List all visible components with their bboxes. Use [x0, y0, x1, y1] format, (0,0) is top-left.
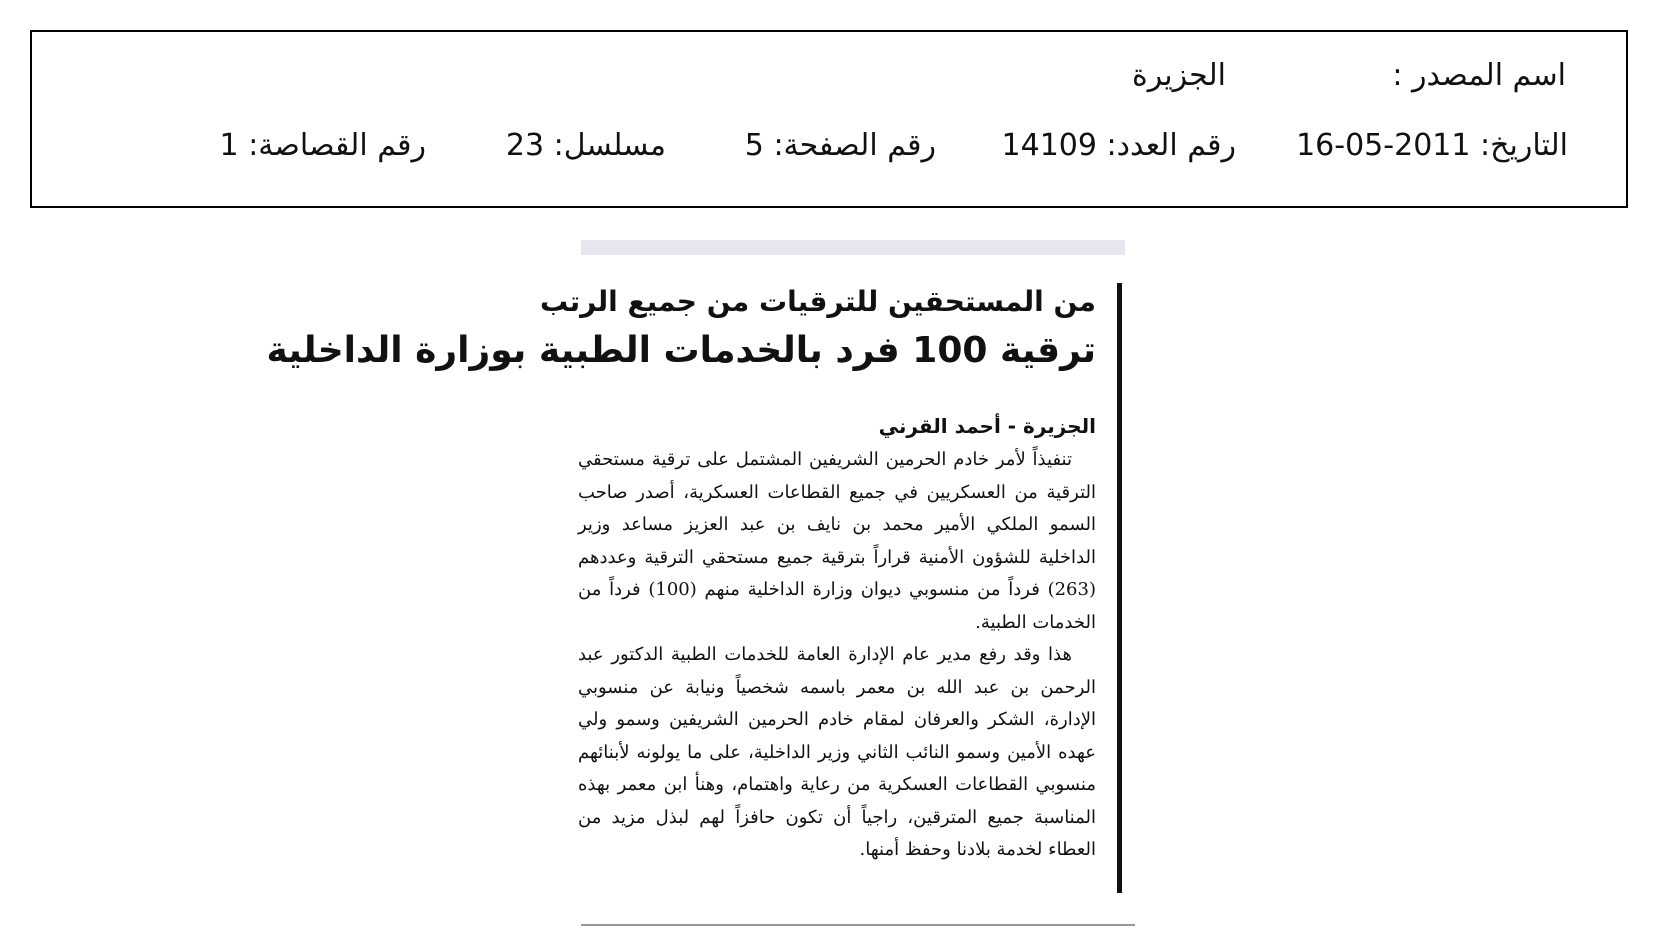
issue-number-label: رقم العدد:: [1106, 128, 1236, 163]
date-field: [1296, 126, 1568, 166]
clipping-top-bar: [581, 240, 1125, 255]
newspaper-article: [266, 282, 1096, 867]
date-value: 2011-05-16: [1296, 128, 1471, 163]
article-headline: ترقية 100 فرد بالخدمات الطبية بوزارة الداخلية: [266, 330, 1096, 371]
page-number-field: [745, 126, 936, 166]
source-value: الجزيرة: [1131, 58, 1226, 93]
source-row: [32, 56, 1626, 96]
article-column-rule: [1117, 283, 1122, 893]
clip-number-label: رقم القصاصة:: [248, 128, 426, 163]
serial-field: [506, 126, 666, 166]
issue-number-field: [1002, 126, 1236, 166]
metadata-row: [32, 126, 1626, 166]
article-kicker: من المستحقين للترقيات من جميع الرتب: [540, 285, 1096, 318]
serial-value: 23: [505, 128, 545, 163]
source-info-box: [30, 30, 1628, 208]
clipping-bottom-rule: [581, 924, 1135, 926]
page-number-label: رقم الصفحة:: [773, 128, 936, 163]
issue-number-value: 14109: [1001, 128, 1097, 163]
page-number-value: 5: [744, 128, 764, 163]
date-label: التاريخ:: [1480, 128, 1568, 163]
clip-number-value: 1: [219, 128, 239, 163]
article-paragraph-1: تنفيذاً لأمر خادم الحرمين الشريفين المشتمل على ترقية مستحقي الترقية من العسكريين في جميع القطاعات العسكرية، أصدر صاحب السمو الملكي الأمير محمد بن نايف بن عبد العزيز مساعد وزير الداخلية للشؤون الأمنية قراراً بترقية جميع مستحقي الترقية وعددهم (263) فرداً من منسوبي ديوان وزارة الداخلية منهم (100) فرداً من الخدمات الطبية.: [578, 449, 1096, 633]
article-byline: الجزيرة - أحمد القرني: [878, 414, 1096, 438]
article-paragraph-2: هذا وقد رفع مدير عام الإدارة العامة للخدمات الطبية الدكتور عبد الرحمن بن عبد الله بن معمر باسمه شخصياً ونيابة عن منسوبي الإدارة، الشكر والعرفان لمقام خادم الحرمين الشريفين وسمو ولي عهده الأمين وسمو النائب الثاني وزير الداخلية، على ما يولونه لأبنائهم منسوبي القطاعات العسكرية من رعاية واهتمام، وهنأ ابن معمر بهذه المناسبة جميع المترقين، راجياً أن تكون حافزاً لهم لبذل مزيد من العطاء لخدمة بلادنا وحفظ أمنها.: [578, 644, 1096, 860]
clip-number-field: [220, 126, 426, 166]
serial-label: مسلسل:: [553, 128, 666, 163]
source-label: اسم المصدر :: [1392, 58, 1566, 93]
